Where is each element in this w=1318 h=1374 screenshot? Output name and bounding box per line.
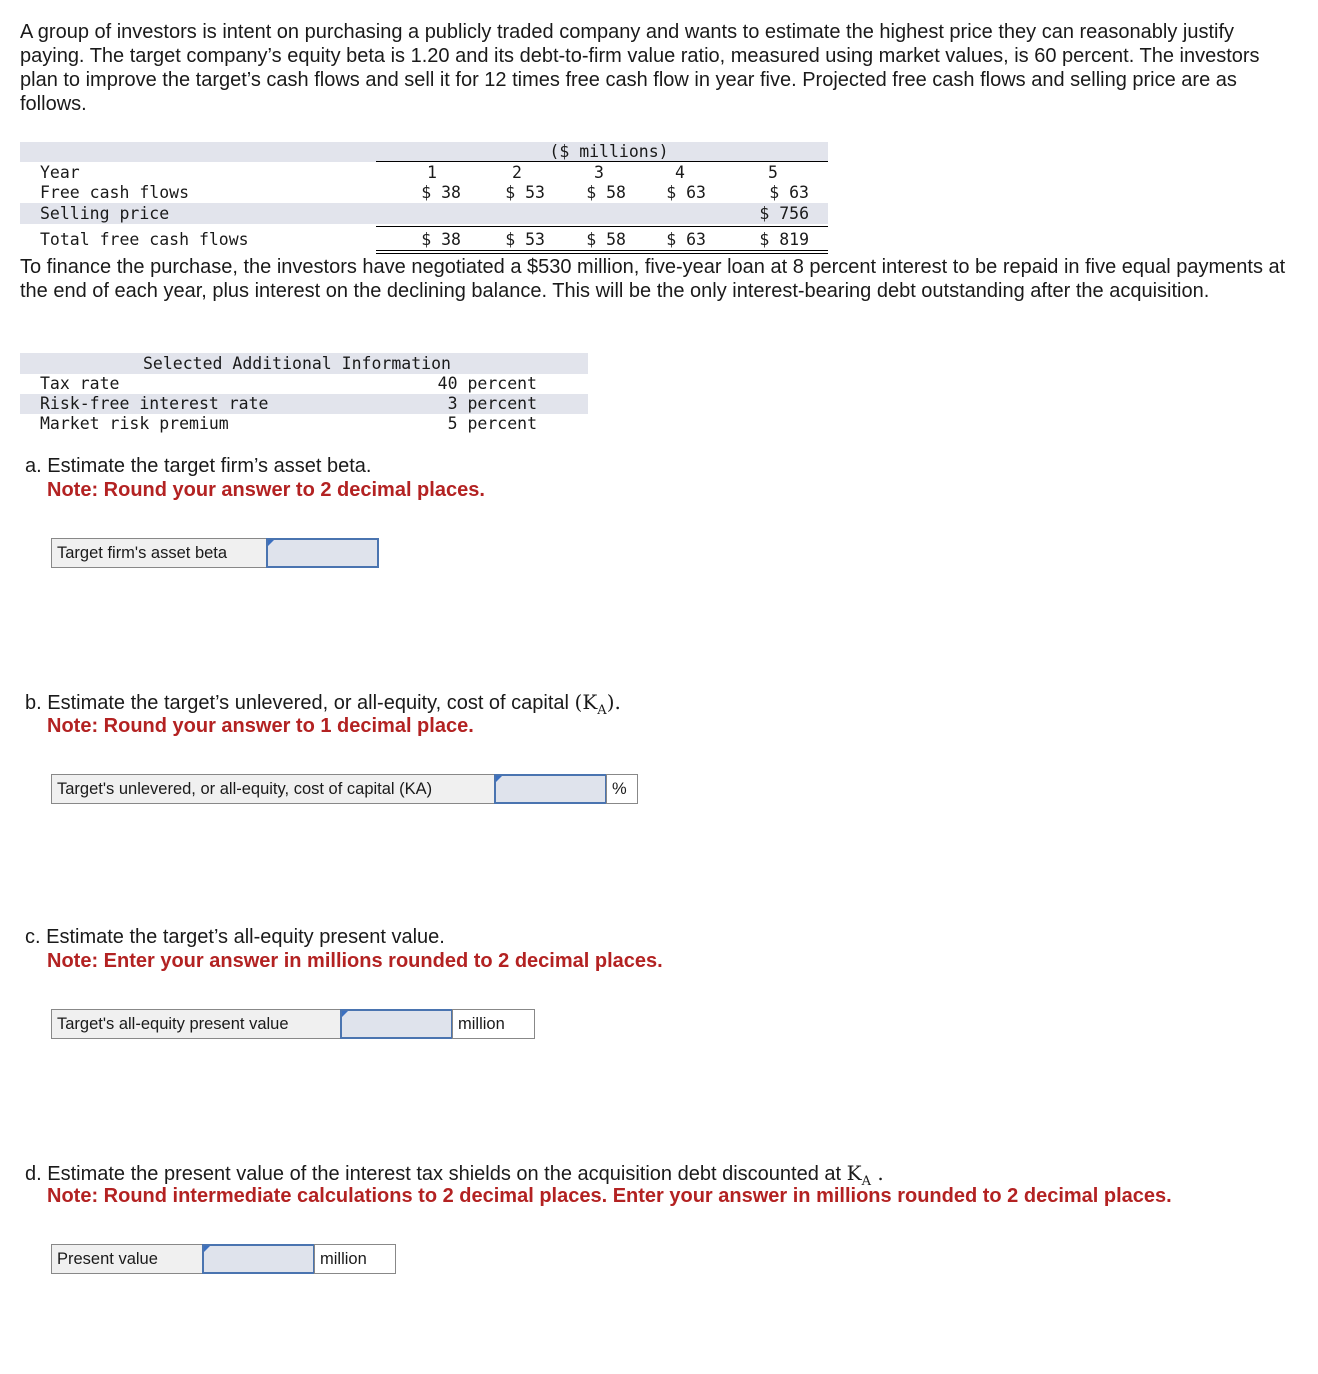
tax-shield-pv-input[interactable] <box>202 1244 315 1274</box>
table-unit-header: ($ millions) <box>549 142 669 161</box>
percent-unit: % <box>606 774 638 804</box>
intro-paragraph: A group of investors is intent on purchasing a publicly traded company and wants to estimate the highest price they can reasonably justify paying. The target company’s equity beta is 1.20 and its debt-to-firm value ratio, measured using market values, is 60 percent. The investors plan to improve the target’s cash flows and sell it for 12 times free cash flow in year five. Projected free cash flows and selling price are as follows. <box>20 21 1260 115</box>
tax-shield-pv-label: Present value <box>51 1244 203 1274</box>
info-label: Tax rate <box>40 374 120 393</box>
asset-beta-input[interactable] <box>266 538 379 568</box>
all-equity-pv-label: Target's all-equity present value <box>51 1009 341 1039</box>
info-label: Market risk premium <box>40 414 229 433</box>
selling-price-cell: $ 756 <box>759 204 809 223</box>
year-cell: 1 <box>427 163 437 182</box>
info-value: 40 percent <box>437 374 537 393</box>
question-b-note: Note: Round your answer to 1 decimal place. <box>47 715 474 737</box>
ka-symbol: $K_A$ . <box>846 1161 884 1189</box>
row-label-fcf: Free cash flows <box>40 183 190 202</box>
total-cell: $ 53 <box>505 230 545 249</box>
million-unit: million <box>314 1244 396 1274</box>
info-value: 5 percent <box>447 414 537 433</box>
info-table-title: Selected Additional Information <box>143 354 451 373</box>
question-c-note: Note: Enter your answer in millions rounded to 2 decimal places. <box>47 950 663 972</box>
year-cell: 2 <box>512 163 522 182</box>
question-d-note: Note: Round intermediate calculations to 2 decimal places. Enter your answer in millions rounded to 2 decimal places. <box>47 1185 1172 1207</box>
row-label-total: Total free cash flows <box>40 230 249 249</box>
total-cell: $ 58 <box>586 230 626 249</box>
question-d-body: d. Estimate the present value of the interest tax shields on the acquisition debt discounted at <box>25 1163 842 1185</box>
total-cell: $ 63 <box>666 230 706 249</box>
fcf-cell: $ 38 <box>421 183 461 202</box>
asset-beta-label: Target firm's asset beta <box>51 538 267 568</box>
fcf-cell: $ 63 <box>666 183 706 202</box>
question-b-body: b. Estimate the target’s unlevered, or all-equity, cost of capital <box>25 692 569 714</box>
million-unit: million <box>452 1009 535 1039</box>
info-label: Risk-free interest rate <box>40 394 269 413</box>
info-value: 3 percent <box>447 394 537 413</box>
year-cell: 4 <box>675 163 685 182</box>
question-b-text <box>25 690 621 718</box>
all-equity-pv-input[interactable] <box>340 1009 453 1039</box>
fcf-cell: $ 63 <box>769 183 809 202</box>
question-a-text: a. Estimate the target firm’s asset beta. <box>25 455 372 477</box>
year-cell: 3 <box>594 163 604 182</box>
cost-of-capital-label: Target's unlevered, or all-equity, cost of capital (KA) <box>51 774 495 804</box>
question-a-note: Note: Round your answer to 2 decimal places. <box>47 479 485 501</box>
total-cell: $ 819 <box>759 230 809 249</box>
row-label-selling-price: Selling price <box>40 204 170 223</box>
cost-of-capital-input[interactable] <box>494 774 607 804</box>
year-cell: 5 <box>768 163 778 182</box>
row-label-year: Year <box>40 163 80 182</box>
fcf-cell: $ 58 <box>586 183 626 202</box>
total-cell: $ 38 <box>421 230 461 249</box>
question-c-text: c. Estimate the target’s all-equity present value. <box>25 926 445 948</box>
ka-symbol: $(K_A)$. <box>574 690 621 718</box>
fcf-cell: $ 53 <box>505 183 545 202</box>
financing-paragraph: To finance the purchase, the investors have negotiated a $530 million, five-year loan at 8 percent interest to be repaid in five equal payments at the end of each year, plus interest on the declining balance. This will be the only interest-bearing debt outstanding after the acquisition. <box>20 256 1286 302</box>
